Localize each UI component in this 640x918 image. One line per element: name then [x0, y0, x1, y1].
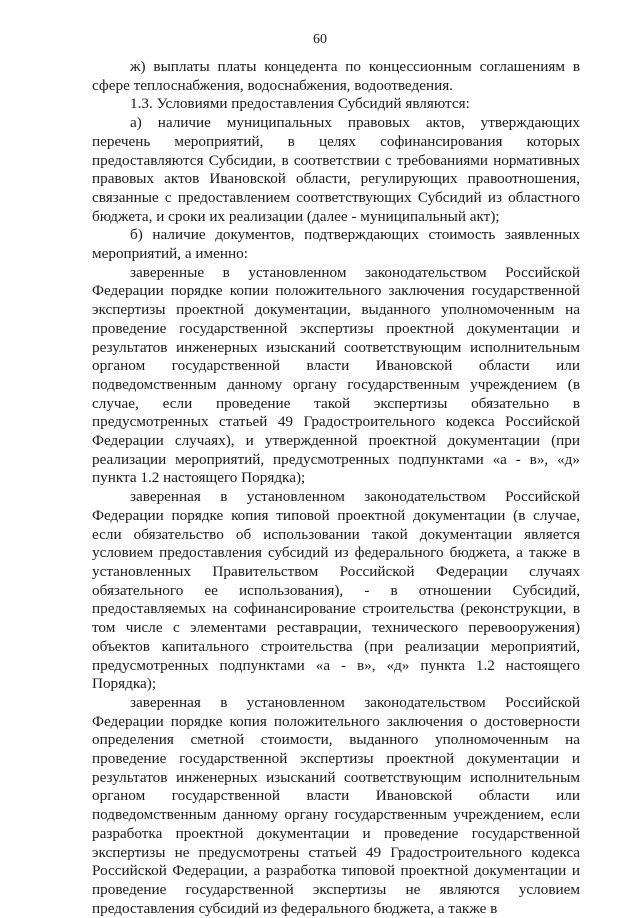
paragraph-subitem-zh: ж) выплаты платы концедента по концессионным соглашениям в сфере теплоснабжения, водоснабжения, водоотведения.	[92, 58, 580, 94]
paragraph-subitem-a: а) наличие муниципальных правовых актов, утверждающих перечень мероприятий, в целях софинансирования которых предоставляются Субсидии, в соответствии с требованиями нормативных правовых актов Ивановской области, регулирующих правоотношения, связанные с предоставлением соответствующих Субсидий из областного бюджета, и сроки их реализации (далее - муниципальный акт);	[92, 114, 580, 225]
page-number: 60	[313, 32, 327, 47]
document-body	[92, 58, 580, 918]
paragraph-section-1-3: 1.3. Условиями предоставления Субсидий являются:	[130, 95, 470, 113]
paragraph-cost-reliability: заверенная в установленном законодательством Российской Федерации порядке копия положительного заключения о достоверности определения сметной стоимости, выданного уполномоченным на проведение государственной экспертизы проектной документации и результатов инженерных изысканий соответствующим исполнительным органом государственной власти Ивановской области или подведомственным данному органу государственным учреждением, если разработка проектной документации и проведение государственной экспертизы не предусмотрены статьей 49 Градостроительного кодекса Российской Федерации, а разработка типовой проектной документации и проведение государственной экспертизы не являются условием предоставления субсидий из федерального бюджета, а также в	[92, 693, 580, 917]
paragraph-typical-documentation: заверенная в установленном законодательством Российской Федерации порядке копия типовой проектной документации (в случае, если обязательство об использовании такой документации является условием предоставления субсидий из федерального бюджета, а также в установленных Правительством Российской Федерации случаях обязательного ее использования), - в отношении Субсидий, предоставляемых на софинансирование строительства (реконструкции, в том числе с элементами реставрации, технического перевооружения) объектов капитального строительства (при реализации мероприятий, предусмотренных подпунктами «а - в», «д» пункта 1.2 настоящего Порядка);	[92, 488, 580, 693]
paragraph-expertise-copies: заверенные в установленном законодательством Российской Федерации порядке копии положительного заключения государственной экспертизы проектной документации, выданного уполномоченным на проведение государственной экспертизы проектной документации и результатов инженерных изысканий соответствующим исполнительным органом государственной власти Ивановской области или подведомственным данному органу государственным учреждением (в случае, если проведение такой экспертизы обязательно в предусмотренных статьей 49 Градостроительного кодекса Российской Федерации случаях), и утвержденной проектной документации (при реализации мероприятий, предусмотренных подпунктами «а - в», «д» пункта 1.2 настоящего Порядка);	[92, 263, 580, 487]
paragraph-subitem-b: б) наличие документов, подтверждающих стоимость заявленных мероприятий, а именно:	[92, 226, 580, 263]
